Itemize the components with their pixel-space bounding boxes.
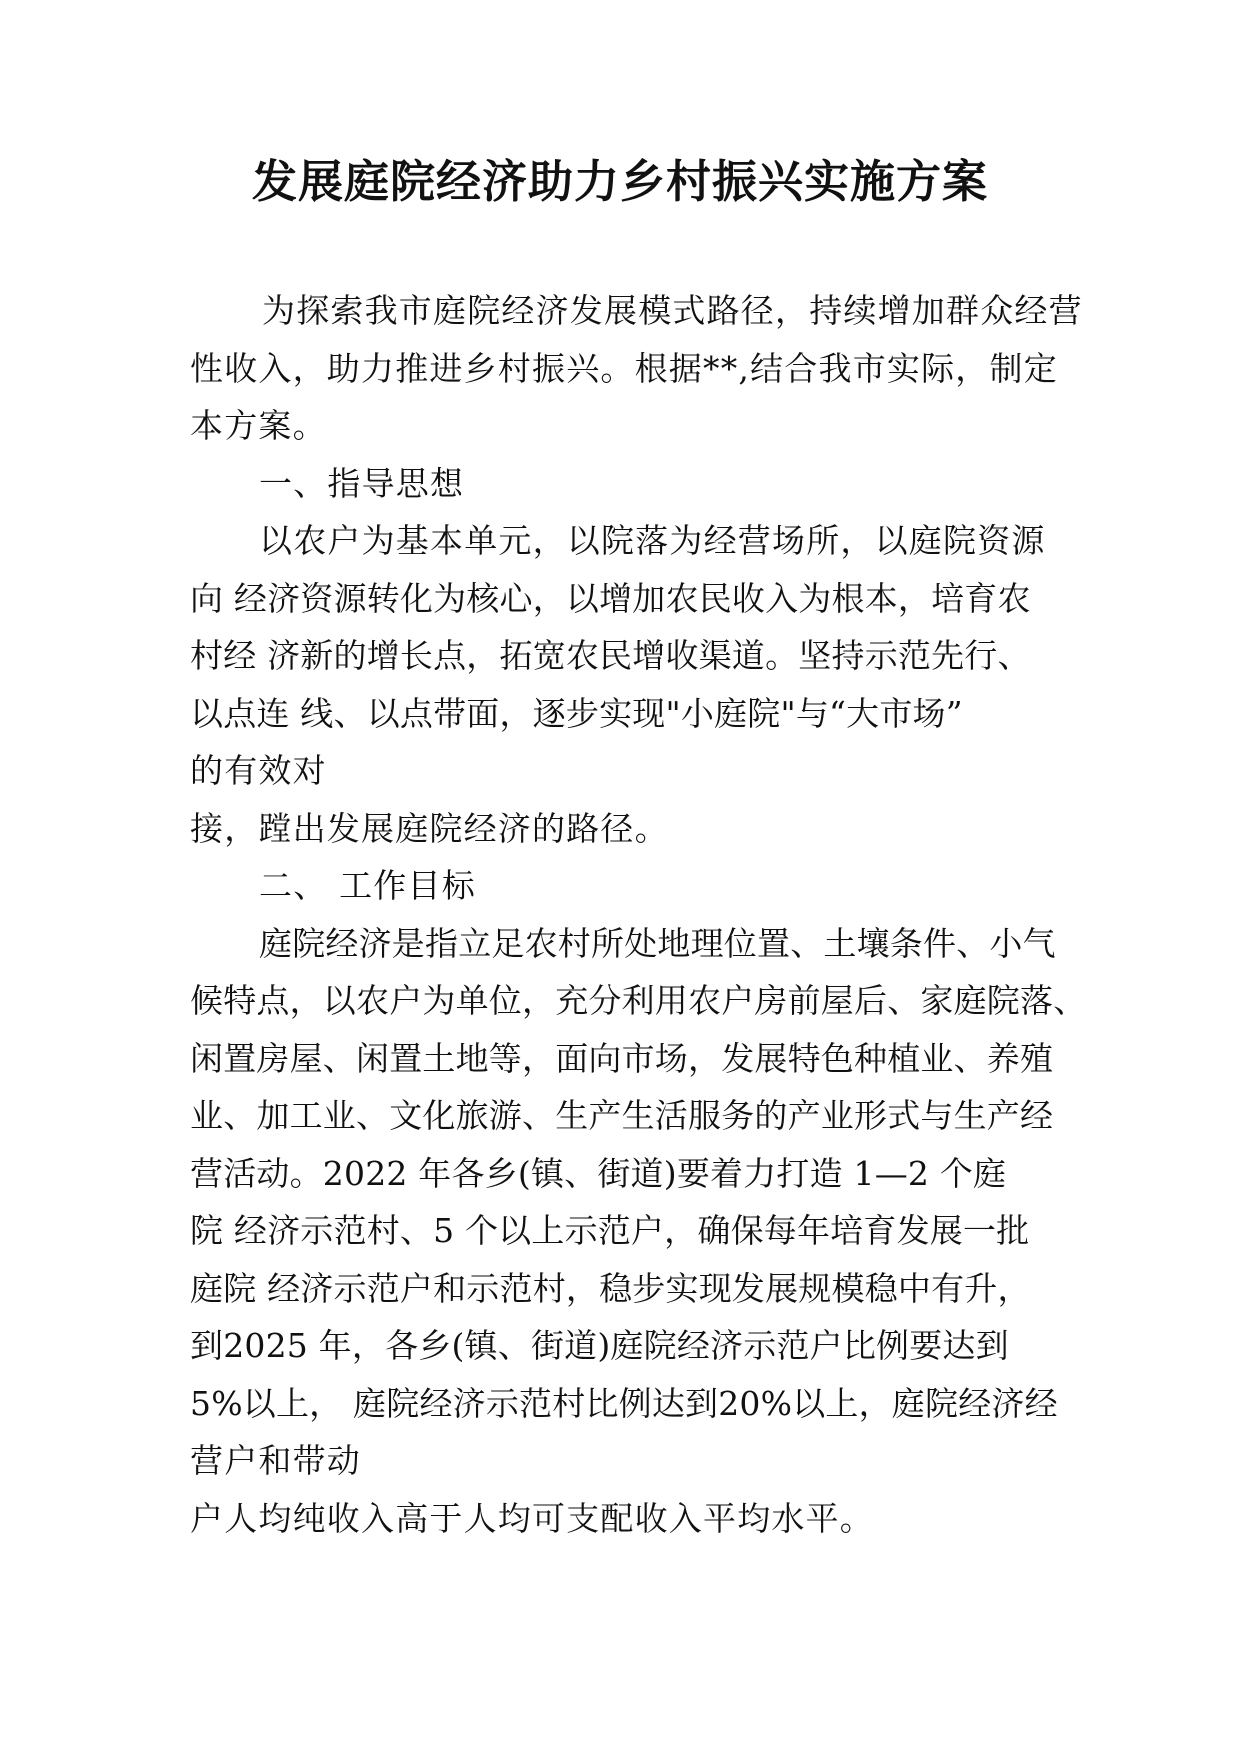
section-heading: 二、 工作目标 [259, 866, 476, 905]
paragraph-line: 户人均纯收入高于人均可支配收入平均水平。 [190, 1498, 874, 1538]
paragraph-line: 业、加工业、文化旅游、生产生活服务的产业形式与生产经 [190, 1096, 1054, 1135]
document-body [190, 282, 1087, 1547]
paragraph-line: 院 经济示范村、5 个以上示范户，确保每年培育发展一批 [190, 1211, 1030, 1250]
paragraph-line: 5%以上， 庭院经济示范村比例达到20%以上，庭院经济经 [190, 1383, 1058, 1423]
paragraph-line: 营活动。2022 年各乡(镇、街道)要着力打造 1—2 个庭 [190, 1153, 1007, 1193]
paragraph-line: 本方案。 [190, 406, 327, 445]
paragraph-line: 到2025 年，各乡(镇、街道)庭院经济示范户比例要达到 [190, 1326, 1009, 1365]
paragraph-line: 庭院经济是指立足农村所处地理位置、土壤条件、小气 [259, 923, 1056, 963]
paragraph-line: 的有效对 [190, 751, 327, 790]
paragraph-line: 性收入，助力推进乡村振兴。根据**,结合我市实际，制定 [190, 348, 1058, 388]
section-heading: 一、指导思想 [259, 463, 465, 503]
paragraph-line: 庭院 经济示范户和示范村，稳步实现发展规模稳中有升， [190, 1268, 1031, 1308]
paragraph-line: 营户和带动 [190, 1441, 361, 1480]
paragraph-line: 接，蹚出发展庭院经济的路径。 [190, 808, 669, 848]
paragraph-line: 以点连 线、以点带面，逐步实现"小庭院"与“大市场” [190, 693, 963, 733]
document-title: 发展庭院经济助力乡村振兴实施方案 [251, 155, 988, 208]
paragraph-line: 村经 济新的增长点，拓宽农民增收渠道。坚持示范先行、 [190, 636, 1031, 675]
paragraph-line: 候特点，以农户为单位，充分利用农户房前屋后、家庭院落、 [190, 981, 1087, 1020]
paragraph-line: 闲置房屋、闲置土地等，面向市场，发展特色种植业、养殖 [190, 1038, 1054, 1078]
paragraph-line: 以农户为基本单元，以院落为经营场所，以庭院资源 [259, 521, 1046, 560]
paragraph-line: 为探索我市庭院经济发展模式路径，持续增加群众经营 [262, 291, 1083, 330]
paragraph-line: 向 经济资源转化为核心，以增加农民收入为根本，培育农 [190, 578, 1031, 618]
